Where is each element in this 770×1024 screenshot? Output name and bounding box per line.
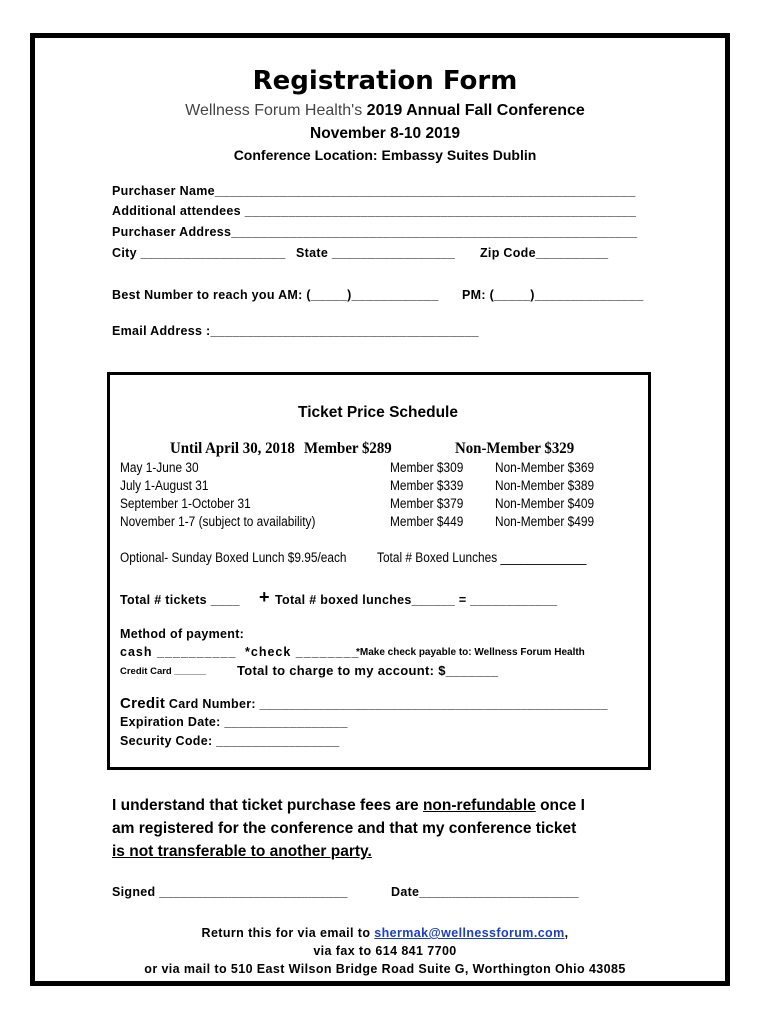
phone-pm-field[interactable]: PM: (_____)_______________ — [462, 288, 644, 302]
price-row-nonmember: Non-Member $409 — [495, 496, 595, 511]
total-charge-field[interactable]: Total to charge to my account: $_______ — [237, 663, 499, 678]
phone-am-field[interactable]: Best Number to reach you AM: (_____)____________ — [112, 288, 439, 302]
non-refundable-text: non-refundable — [422, 797, 536, 814]
price-row-period: November 1-7 (subject to availability) — [120, 514, 316, 529]
credit-card-option[interactable]: Credit Card ______ — [120, 666, 207, 677]
payment-method-heading: Method of payment: — [120, 627, 245, 641]
notice-text: I understand that ticket purchase fees are — [112, 797, 423, 814]
zip-code-field[interactable]: Zip Code__________ — [480, 246, 609, 260]
return-mail-line: or via mail to 510 East Wilson Bridge Road Suite G, Worthington Ohio 43085 — [144, 962, 626, 976]
purchaser-address-field[interactable]: Purchaser Address________________________________________________________ — [112, 225, 638, 239]
additional-attendees-field[interactable]: Additional attendees ______________________________________________________ — [112, 204, 637, 218]
plus-sign: + — [259, 587, 270, 607]
email-field[interactable]: Email Address :_____________________________________ — [112, 324, 479, 338]
price-row-member: Member $339 — [390, 478, 464, 493]
check-payable-note: *Make check payable to: Wellness Forum Health — [356, 647, 585, 658]
total-boxed-lunches-field[interactable]: Total # boxed lunches______ = ____________ — [275, 593, 558, 607]
conference-dates: November 8-10 2019 — [310, 125, 460, 142]
city-field[interactable]: City ____________________ — [112, 246, 286, 260]
conference-name: 2019 Annual Fall Conference — [366, 102, 585, 119]
price-row-nonmember: Non-Member $499 — [495, 514, 595, 529]
early-bird-label: Until April 30, 2018 — [170, 440, 295, 457]
refund-notice-line-3: is not transferable to another party. — [112, 843, 372, 860]
card-number-label: Card Number: ________________________________________________ — [165, 697, 608, 711]
return-email-line — [0, 926, 770, 940]
boxed-lunch-total-field[interactable]: Total # Boxed Lunches _____________ — [377, 550, 587, 565]
return-email-prefix: Return this for via email to — [201, 926, 375, 940]
price-row-period: September 1-October 31 — [120, 496, 251, 511]
cash-option[interactable]: cash __________ — [120, 645, 237, 659]
date-field[interactable]: Date______________________ — [391, 885, 579, 899]
signature-field[interactable]: Signed __________________________ — [112, 885, 348, 899]
refund-notice-line-2: am registered for the conference and that my conference ticket — [112, 820, 577, 837]
refund-notice-line-1 — [112, 797, 585, 815]
price-row-nonmember: Non-Member $389 — [495, 478, 595, 493]
boxed-lunch-option: Optional- Sunday Boxed Lunch $9.95/each — [120, 550, 347, 565]
price-row-period: May 1-June 30 — [120, 460, 199, 475]
check-option[interactable]: *check ________ — [245, 645, 360, 659]
return-fax-line: via fax to 614 841 7700 — [313, 944, 457, 958]
conference-subtitle — [0, 102, 770, 120]
credit-label: Credit — [120, 695, 166, 712]
price-row-member: Member $309 — [390, 460, 464, 475]
total-tickets-field[interactable]: Total # tickets ____ — [120, 593, 240, 607]
purchaser-name-field[interactable]: Purchaser Name__________________________________________________________ — [112, 184, 636, 198]
credit-card-number-field[interactable] — [120, 695, 608, 712]
state-field[interactable]: State _________________ — [296, 246, 456, 260]
page-title: Registration Form — [252, 66, 518, 96]
early-bird-nonmember-price: Non-Member $329 — [455, 440, 575, 457]
expiration-date-field[interactable]: Expiration Date: _________________ — [120, 715, 348, 729]
ticket-schedule-heading: Ticket Price Schedule — [298, 404, 458, 421]
security-code-field[interactable]: Security Code: _________________ — [120, 734, 340, 748]
notice-text: once I — [535, 797, 585, 814]
email-link[interactable]: shermak@wellnessforum.com — [374, 926, 565, 940]
price-row-period: July 1-August 31 — [120, 478, 209, 493]
early-bird-member-price: Member $289 — [304, 440, 392, 457]
price-row-nonmember: Non-Member $369 — [495, 460, 595, 475]
return-email-suffix: , — [564, 926, 569, 940]
conference-location: Conference Location: Embassy Suites Dublin — [233, 147, 537, 163]
price-row-member: Member $449 — [390, 514, 464, 529]
org-name: Wellness Forum Health's — [185, 102, 363, 119]
price-row-member: Member $379 — [390, 496, 464, 511]
